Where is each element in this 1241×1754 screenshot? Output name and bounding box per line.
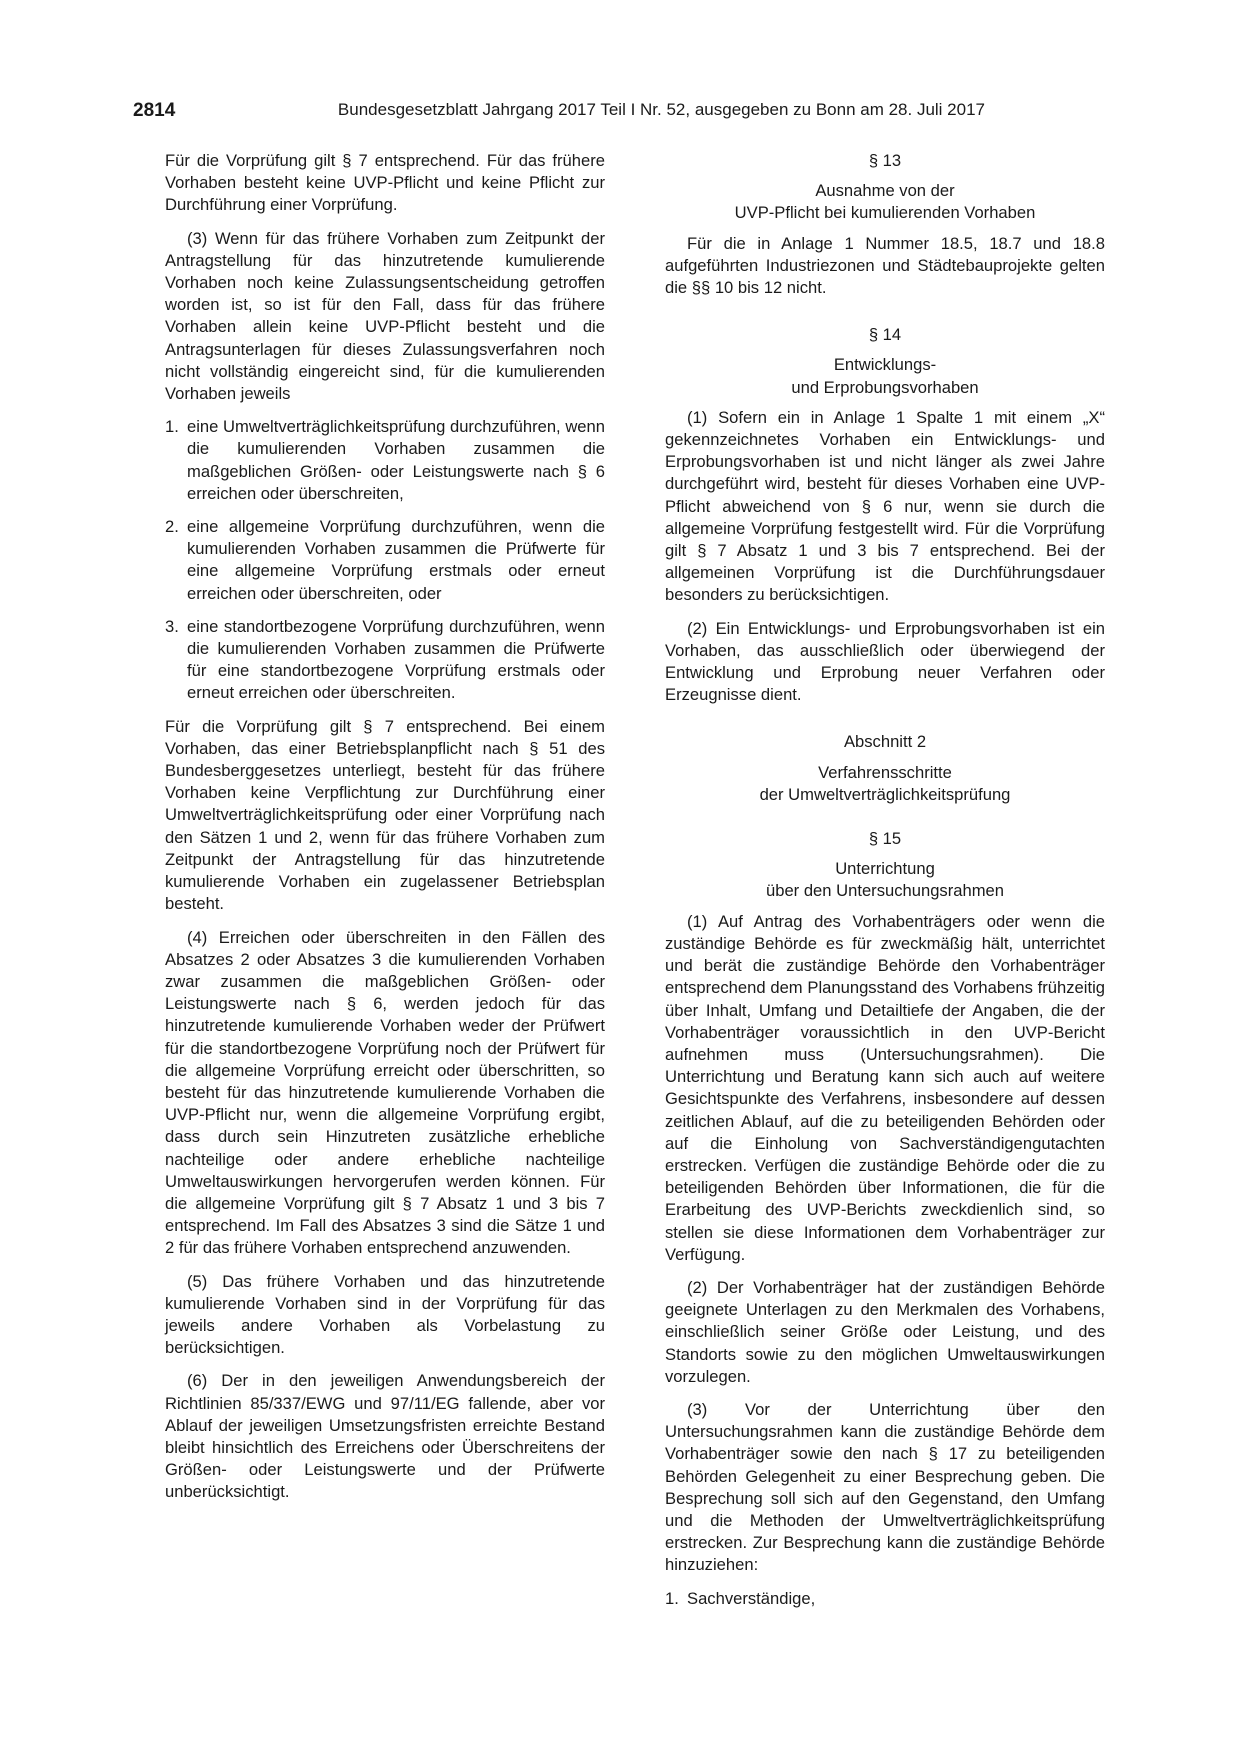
paragraph: (1) Auf Antrag des Vorhabenträgers oder wenn die zuständige Behörde es für zweckmäßig hält, unterrichtet und berät die zuständige Behörde den Vorhabenträger entsprechend dem Planungsstand des Vorhabens frühzeitig über Inhalt, Umfang und Detailtiefe der Angaben, die der Vorhabenträger voraussichtlich in den UVP-Bericht aufnehmen muss (Untersuchungsrahmen). Die Unterrichtung und Beratung kann sich auch auf weitere Gesichtspunkte des Verfahrens, insbesondere auf dessen zeitlichen Ablauf, auf die zu beteiligenden Behörden oder auf die Einholung von Sachverständigengutachten erstrecken. Verfügen die zuständige Behörde oder die zu beteiligenden Behörden über Informationen, die für die Erarbeitung des UVP-Berichts zweckdienlich sind, so stellen sie diese Informationen dem Vorhabenträger zur Verfügung. xyxy=(665,911,1105,1264)
numbered-list xyxy=(665,1588,1105,1610)
paragraph: (1) Sofern ein in Anlage 1 Spalte 1 mit einem „X“ gekennzeichnetes Vorhaben ein Entwicklungs- und Erprobungsvorhaben ist und nicht länger als zwei Jahre durchgeführt wird, besteht für dieses Vorhaben eine UVP-Pflicht abweichend von § 6 nur, wenn sie durch die allgemeine Vorprüfung festgestellt wird. Für die Vorprüfung gilt § 7 Absatz 1 und 3 bis 7 entsprechend. Bei der allgemeinen Vorprüfung ist die Durchführungsdauer besonders zu berücksichtigen. xyxy=(665,407,1105,605)
list-item xyxy=(165,516,605,605)
paragraph-absatz-5: (5) Das frühere Vorhaben und das hinzutretende kumulierende Vorhaben sind in der Vorprüfung für das jeweils andere Vorhaben als Vorbelastung zu berücksichtigen. xyxy=(165,1271,605,1358)
section-title-13-line1: Ausnahme von der xyxy=(815,181,955,201)
chapter-title-line1: Verfahrensschritte xyxy=(818,762,952,782)
list-item-number: 1. xyxy=(665,1588,679,1608)
paragraph-absatz-4: (4) Erreichen oder überschreiten in den Fällen des Absatzes 2 oder Absatzes 3 die kumulierenden Vorhaben zwar zusammen die maßgeblichen Größen- oder Leistungswerte nach § 6, werden jedoch für das hinzutretende kumulierende Vorhaben weder der Prüfwert für die standortbezogene Vorprüfung noch der Prüfwert für die allgemeine Vorprüfung erreicht oder überschritten, so besteht für das hinzutretende kumulierende Vorhaben die UVP-Pflicht nur, wenn die allgemeine Vorprüfung ergibt, dass durch sein Hinzutreten zusätzliche erhebliche nachteilige oder andere erhebliche nachteilige Umweltauswirkungen hervorgerufen werden können. Für die allgemeine Vorprüfung gilt § 7 Absatz 1 und 3 bis 7 entsprechend. Im Fall des Absatzes 3 sind die Sätze 1 und 2 für das frühere Vorhaben entsprechend anzuwenden. xyxy=(165,927,605,1258)
list-item-text: eine allgemeine Vorprüfung durchzuführen, wenn die kumulierenden Vorhaben zusammen die Prüfwerte für eine allgemeine Vorprüfung erstmals oder erneut erreichen oder überschreiten, oder xyxy=(187,517,605,603)
page-number: 2814 xyxy=(133,100,176,121)
list-item-text: Sachverständige, xyxy=(687,1588,816,1608)
list-item xyxy=(165,416,605,505)
paragraph-absatz-3: (3) Wenn für das frühere Vorhaben zum Zeitpunkt der Antragstellung für das hinzutretende kumulierende Vorhaben noch keine Zulassungsentscheidung getroffen worden ist, so ist für den Fall, dass für das frühere Vorhaben allein keine UVP-Pflicht besteht und die Antragsunterlagen für dieses Zulassungsverfahren noch nicht vollständig eingereicht sind, für die kumulierenden Vorhaben jeweils xyxy=(165,228,605,404)
paragraph-absatz-6: (6) Der in den jeweiligen Anwendungsbereich der Richtlinien 85/337/EWG und 97/11/EG fallende, aber vor Ablauf der jeweiligen Umsetzungsfristen erreichte Bestand bleibt hinsichtlich des Erreichens oder Überschreitens der Größen- oder Leistungswerte und der Prüfwerte unberücksichtigt. xyxy=(165,1371,605,1502)
list-item xyxy=(165,616,605,705)
section-number-14: § 14 xyxy=(868,325,902,345)
section-title-14-line1: Entwicklungs- xyxy=(833,355,937,375)
page-header xyxy=(133,100,985,124)
list-item-number: 3. xyxy=(165,616,179,636)
chapter-title-line2: der Umweltverträglichkeitsprüfung xyxy=(759,784,1011,804)
list-item-number: 2. xyxy=(165,517,179,537)
chapter-heading: Abschnitt 2 xyxy=(843,732,927,752)
section-number-15: § 15 xyxy=(868,829,902,849)
paragraph: (3) Vor der Unterrichtung über den Untersuchungsrahmen kann die zuständige Behörde dem Vorhabenträger sowie den nach § 17 zu beteiligenden Behörden Gelegenheit zu einer Besprechung geben. Die Besprechung soll sich auf den Gegenstand, den Umfang und die Methoden der Umweltverträglichkeitsprüfung erstrecken. Zur Besprechung kann die zuständige Behörde hinzuziehen: xyxy=(665,1399,1105,1575)
paragraph: (2) Der Vorhabenträger hat der zuständigen Behörde geeignete Unterlagen zu den Merkmalen des Vorhabens, einschließlich seiner Größe oder Leistung, und des Standorts sowie zu den möglichen Umweltauswirkungen vorzulegen. xyxy=(665,1277,1105,1386)
section-number-13: § 13 xyxy=(868,151,902,170)
right-column xyxy=(665,150,1105,1621)
paragraph: Für die Vorprüfung gilt § 7 entsprechend. Für das frühere Vorhaben besteht keine UVP-Pflicht und keine Pflicht zur Durchführung einer Vorprüfung. xyxy=(165,151,605,215)
list-item-number: 1. xyxy=(165,417,179,437)
section-title-15-line2: über den Untersuchungsrahmen xyxy=(766,881,1004,901)
list-item-text: eine Umweltverträglichkeitsprüfung durchzuführen, wenn die kumulierenden Vorhaben zusammen die maßgeblichen Größen- oder Leistungswerte nach § 6 erreichen oder überschreiten, xyxy=(187,417,605,503)
paragraph: Für die Vorprüfung gilt § 7 entsprechend. Bei einem Vorhaben, das einer Betriebsplanpflicht nach § 51 des Bundesberggesetzes unterliegt, besteht für das frühere Vorhaben keine Verpflichtung zur Durchführung einer Umweltverträglichkeitsprüfung oder einer Vorprüfung nach den Sätzen 1 und 2, wenn für das frühere Vorhaben zum Zeitpunkt der Antragstellung für das hinzutretende kumulierende Vorhaben ein zugelassener Betriebsplan besteht. xyxy=(165,716,605,914)
paragraph: Für die in Anlage 1 Nummer 18.5, 18.7 und 18.8 aufgeführten Industriezonen und Städtebauprojekte gelten die §§ 10 bis 12 nicht. xyxy=(665,233,1105,298)
gazette-title: Bundesgesetzblatt Jahrgang 2017 Teil I Nr. 52, ausgegeben zu Bonn am 28. Juli 2017 xyxy=(337,100,985,119)
list-item xyxy=(665,1588,1105,1610)
section-title-13-line2: UVP-Pflicht bei kumulierenden Vorhaben xyxy=(734,203,1036,223)
paragraph: (2) Ein Entwicklungs- und Erprobungsvorhaben ist ein Vorhaben, das ausschließlich oder überwiegend der Entwicklung und Erprobung neuer Verfahren oder Erzeugnisse dient. xyxy=(665,618,1105,705)
list-item-text: eine standortbezogene Vorprüfung durchzuführen, wenn die kumulierenden Vorhaben zusammen die Prüfwerte für eine standortbezogene Vorprüfung erstmals oder erneut erreichen oder überschreiten. xyxy=(187,616,605,703)
section-title-14-line2: und Erprobungsvorhaben xyxy=(791,377,979,397)
left-column xyxy=(165,150,605,1515)
numbered-list xyxy=(165,416,605,704)
section-title-15-line1: Unterrichtung xyxy=(835,859,935,879)
